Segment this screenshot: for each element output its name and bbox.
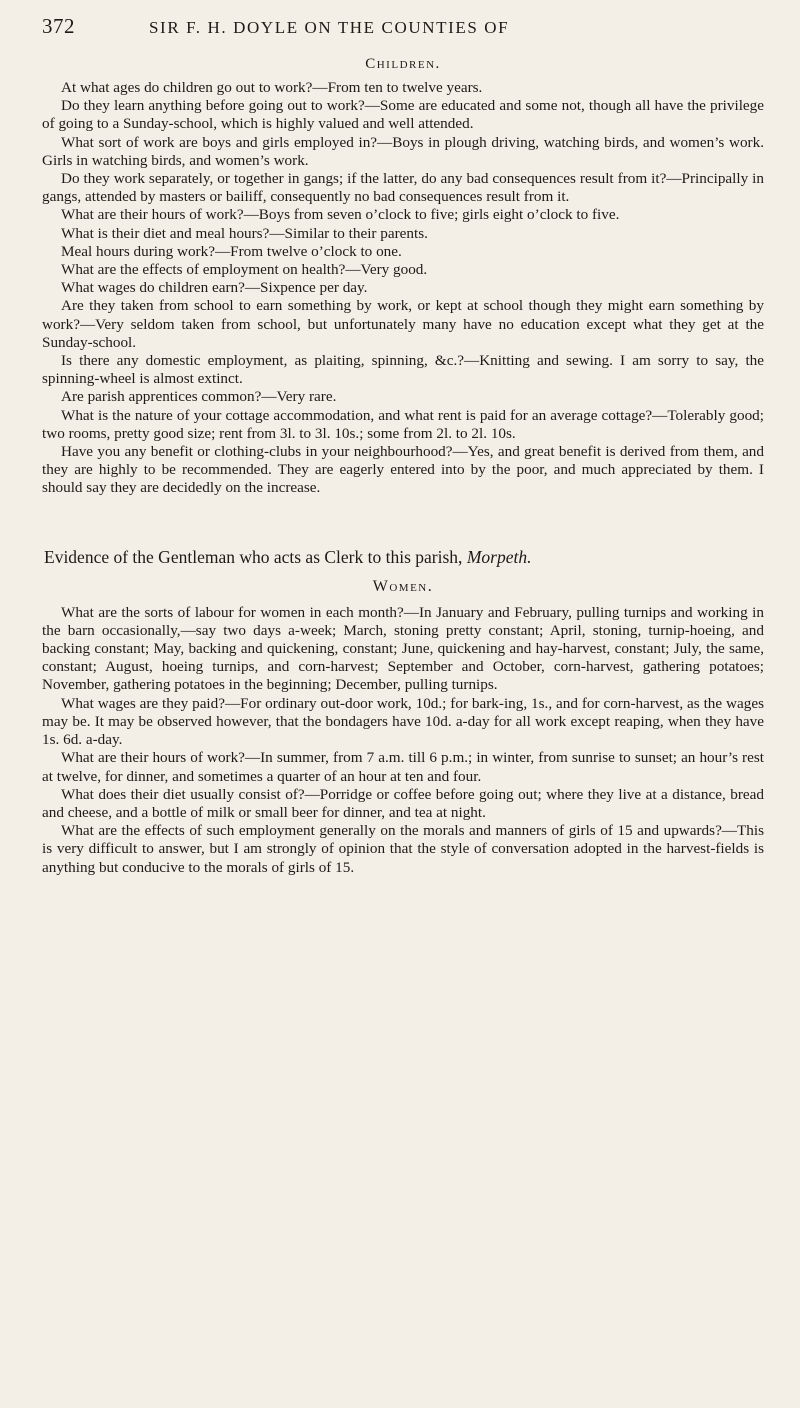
running-head (42, 14, 764, 48)
question-answer-paragraph: What wages are they paid?—For ordinary out-door work, 10d.; for bark-ing, 1s., and for corn-harvest, as the wages may be. It may be observed however, that the bondagers have 10d. a-day for all work except reaping, when they have 1s. 6d. a-day. (42, 694, 764, 749)
question-answer-paragraph: Do they learn anything before going out to work?—Some are educated and some not, though all have the privilege of going to a Sunday-school, which is highly valued and well attended. (42, 97, 764, 133)
women-section (42, 578, 764, 877)
children-section (42, 56, 764, 498)
question-answer-paragraph: What are the effects of employment on health?—Very good. (61, 261, 428, 279)
question-answer-paragraph: What are their hours of work?—In summer, from 7 a.m. till 6 p.m.; in winter, from sunrise to sunset; an hour’s rest at twelve, for dinner, and sometimes a quarter of an hour at ten and four. (42, 749, 764, 785)
women-section-title: Women. (372, 577, 434, 595)
question-answer-paragraph: Have you any benefit or clothing-clubs in your neighbourhood?—Yes, and great benefit is derived from them, and they are highly to be recommended. They are eagerly entered into by the poor, and much appreciated by them. I should say they are decidedly on the increase. (42, 443, 764, 497)
question-answer-paragraph: What are the effects of such employment generally on the morals and manners of girls of 15 and upwards?—This is very difficult to answer, but I am strongly of opinion that the style of conversation adopted in the harvest-fields is anything but conducive to the morals of girls of 15. (42, 822, 764, 876)
question-answer-paragraph: Are parish apprentices common?—Very rare. (61, 388, 337, 406)
question-answer-paragraph: What is the nature of your cottage accommodation, and what rent is paid for an average cottage?—Tolerably good; two rooms, pretty good size; rent from 3l. to 3l. 10s.; some from 2l. to 2l. 10s. (42, 406, 764, 442)
page-number: 372 (42, 14, 75, 38)
question-answer-paragraph: What is their diet and meal hours?—Similar to their parents. (61, 224, 428, 242)
running-title: SIR F. H. DOYLE ON THE COUNTIES OF (149, 18, 510, 37)
evidence-heading-text: Evidence of the Gentleman who acts as Clerk to this parish, (44, 546, 463, 567)
question-answer-paragraph: What does their diet usually consist of?—Porridge or coffee before going out; where they live at a distance, bread and cheese, and a bottle of milk or small beer for dinner, and tea at night. (42, 785, 764, 821)
question-answer-paragraph: What are the sorts of labour for women in each month?—In January and February, pulling turnips and working in the barn occasionally,—say two days a-week; March, stoning pretty constant; April, stoning, turnip-hoeing, and backing constant; May, backing and quickening, constant; June, quickening and hay-harvest, constant; July, the same, constant; August, hoeing turnips, and corn-harvest; September and October, corn-harvest, gathering potatoes; November, gathering potatoes in the beginning; December, pulling turnips. (42, 603, 764, 694)
question-answer-paragraph: Meal hours during work?—From twelve o’clock to one. (61, 242, 402, 260)
evidence-heading (42, 546, 764, 568)
question-answer-paragraph: At what ages do children go out to work?—From ten to twelve years. (61, 79, 483, 96)
question-answer-paragraph: Do they work separately, or together in gangs; if the latter, do any bad consequences result from it?—Principally in gangs, attended by masters or bailiff, consequently no bad consequences result from it. (42, 170, 764, 206)
question-answer-paragraph: What sort of work are boys and girls employed in?—Boys in plough driving, watching birds, and women’s work. Girls in watching birds, and women’s work. (42, 133, 764, 169)
children-section-title: Children. (365, 56, 441, 72)
evidence-place: Morpeth. (466, 546, 532, 567)
question-answer-paragraph: What wages do children earn?—Sixpence per day. (61, 279, 368, 297)
question-answer-paragraph: Are they taken from school to earn something by work, or kept at school though they might earn something by work?—Very seldom taken from school, but unfortunately many have no education except what they get at the Sunday-school. (42, 297, 764, 351)
question-answer-paragraph: Is there any domestic employment, as plaiting, spinning, &c.?—Knitting and sewing. I am sorry to say, the spinning-wheel is almost extinct. (42, 352, 764, 388)
question-answer-paragraph: What are their hours of work?—Boys from seven o’clock to five; girls eight o’clock to five. (61, 206, 620, 224)
